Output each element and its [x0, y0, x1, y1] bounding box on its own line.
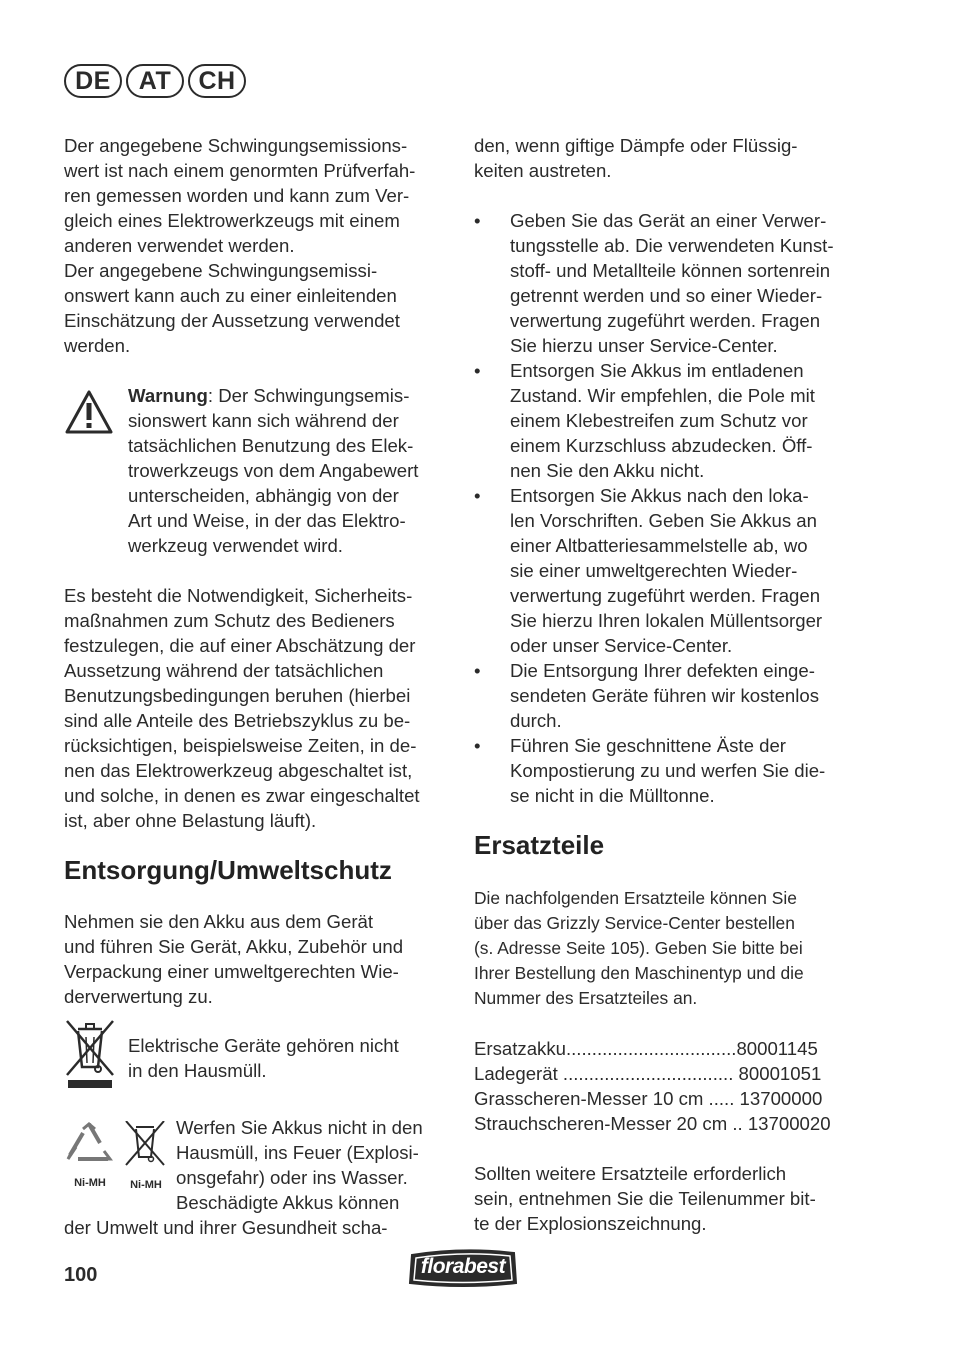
battery-block [64, 1115, 454, 1215]
part-row: Strauchscheren-Messer 20 cm .. 13700020 [474, 1113, 831, 1134]
spare-parts-heading: Ersatzteile [474, 830, 605, 860]
part-row: Grasscheren-Messer 10 cm ..... 13700000 [474, 1088, 823, 1109]
disposal-paragraph: Nehmen sie den Akku aus dem Gerät und führen Sie Gerät, Akku, Zubehör und Verpackung einer umweltgerechten Wie- derverwertung zu. [64, 911, 404, 1007]
lang-badge-ch: CH [188, 64, 246, 98]
page-number: 100 [64, 1264, 98, 1286]
weee-block [64, 1019, 454, 1097]
lang-badge-de: DE [64, 64, 122, 98]
weee-text: Elektrische Geräte gehören nicht in den Hausmüll. [128, 1035, 399, 1081]
warning-label: Warnung [128, 385, 208, 406]
brand-logo [406, 1245, 520, 1289]
brand-logo-text: florabest [420, 1255, 506, 1278]
disposal-bullet-list [474, 208, 874, 808]
list-item: • Entsorgen Sie Akkus nach den loka- len Vorschriften. Geben Sie Akkus an einer Altbatteriesammelstelle ab, wo sie einer umweltgerechten Wieder- verwertung zugeführt werden. Fragen Sie hierzu Ihren lokalen Müllentsorger oder unser Service-Center. [474, 485, 823, 656]
crossed-bin-small-icon [120, 1121, 172, 1215]
safety-paragraph: Es besteht die Notwendigkeit, Sicherheits- maßnahmen zum Schutz des Bedieners festzulegen, die auf einer Abschätzung der Aussetzung während der tatsächlichen Benutzungsbedingungen beruhen (hierbei sind alle Anteile des Betriebszyklus zu be- rücksichtigen, beispielsweise Zeiten, in de- nen das Elektrowerkzeug abgeschaltet ist, und solche, in denen es zwar eingeschaltet ist, aber ohne Belastung läuft). [64, 585, 420, 831]
right-column [474, 133, 874, 1236]
language-badges [64, 64, 246, 98]
left-column [64, 133, 454, 1240]
nimh-label-1: Ni-MH [74, 1177, 106, 1189]
parts-list [474, 1036, 874, 1136]
bullet-dot: • [474, 660, 481, 681]
bullet-dot: • [474, 360, 481, 381]
spare-parts-outro: Sollten weitere Ersatzteile erforderlich sein, entnehmen Sie die Teilenummer bit- te der Explosionszeichnung. [474, 1163, 816, 1234]
battery-text: Werfen Sie Akkus nicht in den Hausmüll, ins Feuer (Explosi- onsgefahr) oder ins Wasser. Beschädigte Akkus können [176, 1117, 423, 1213]
warning-triangle-icon [64, 383, 128, 558]
bullet-dot: • [474, 735, 481, 756]
nimh-label-2: Ni-MH [130, 1179, 162, 1191]
battery-text-continued: der Umwelt und ihrer Gesundheit scha- [64, 1217, 388, 1238]
list-item: • Führen Sie geschnittene Äste der Kompostierung zu und werfen Sie die- se nicht in die Mülltonne. [474, 735, 826, 806]
bullet-dot: • [474, 485, 481, 506]
disposal-heading: Entsorgung/Umweltschutz [64, 855, 392, 885]
list-item: • Entsorgen Sie Akkus im entladenen Zustand. Wir empfehlen, die Pole mit einem Klebestreifen zum Schutz vor einem Kurzschluss abzudecken. Öff- nen Sie den Akku nicht. [474, 360, 815, 481]
warning-block [64, 383, 454, 558]
lang-badge-at: AT [126, 64, 184, 98]
list-item: • Die Entsorgung Ihrer defekten einge- sendeten Geräte führen wir kostenlos durch. [474, 660, 820, 731]
crossed-bin-icon [64, 1019, 128, 1097]
continuation-text: den, wenn giftige Dämpfe oder Flüssig- keiten austreten. [474, 135, 798, 181]
warning-body: : Der Schwingungsemis- sionswert kann sich während der tatsächlichen Benutzung des Elek- trowerkzeugs von dem Angabewert unterscheiden, abhängig von der Art und Weise, in der das Elektro- werkzeug verwendet wird. [128, 385, 419, 556]
bullet-dot: • [474, 210, 481, 231]
part-row: Ladegerät ................................. 80001051 [474, 1063, 822, 1084]
vibration-paragraph-1: Der angegebene Schwingungsemissions- wert ist nach einem genormten Prüfverfah- ren gemessen worden und kann zum Ver- gleich eines Elektrowerkzeugs mit einem anderen verwendet werden. [64, 135, 416, 256]
list-item: • Geben Sie das Gerät an einer Verwer- tungsstelle ab. Die verwendeten Kunst- stoff- und Metallteile können sortenrein getrennt werden und so einer Wieder- verwertung zugeführt werden. Fragen Sie hierzu unser Service-Center. [474, 210, 834, 356]
vibration-paragraph-2: Der angegebene Schwingungsemissi- onswert kann auch zu einer einleitenden Einschätzung der Aussetzung verwendet werden. [64, 260, 400, 356]
recycle-icon [64, 1121, 116, 1215]
warning-text [128, 383, 418, 558]
battery-icons [64, 1115, 176, 1215]
part-row: Ersatzakku.................................80001145 [474, 1038, 818, 1059]
spare-parts-intro: Die nachfolgenden Ersatzteile können Sie über das Grizzly Service-Center bestellen (s. Adresse Seite 105). Geben Sie bitte bei Ihrer Bestellung den Maschinentyp und die Nummer des Ersatzteiles an. [474, 888, 804, 1008]
